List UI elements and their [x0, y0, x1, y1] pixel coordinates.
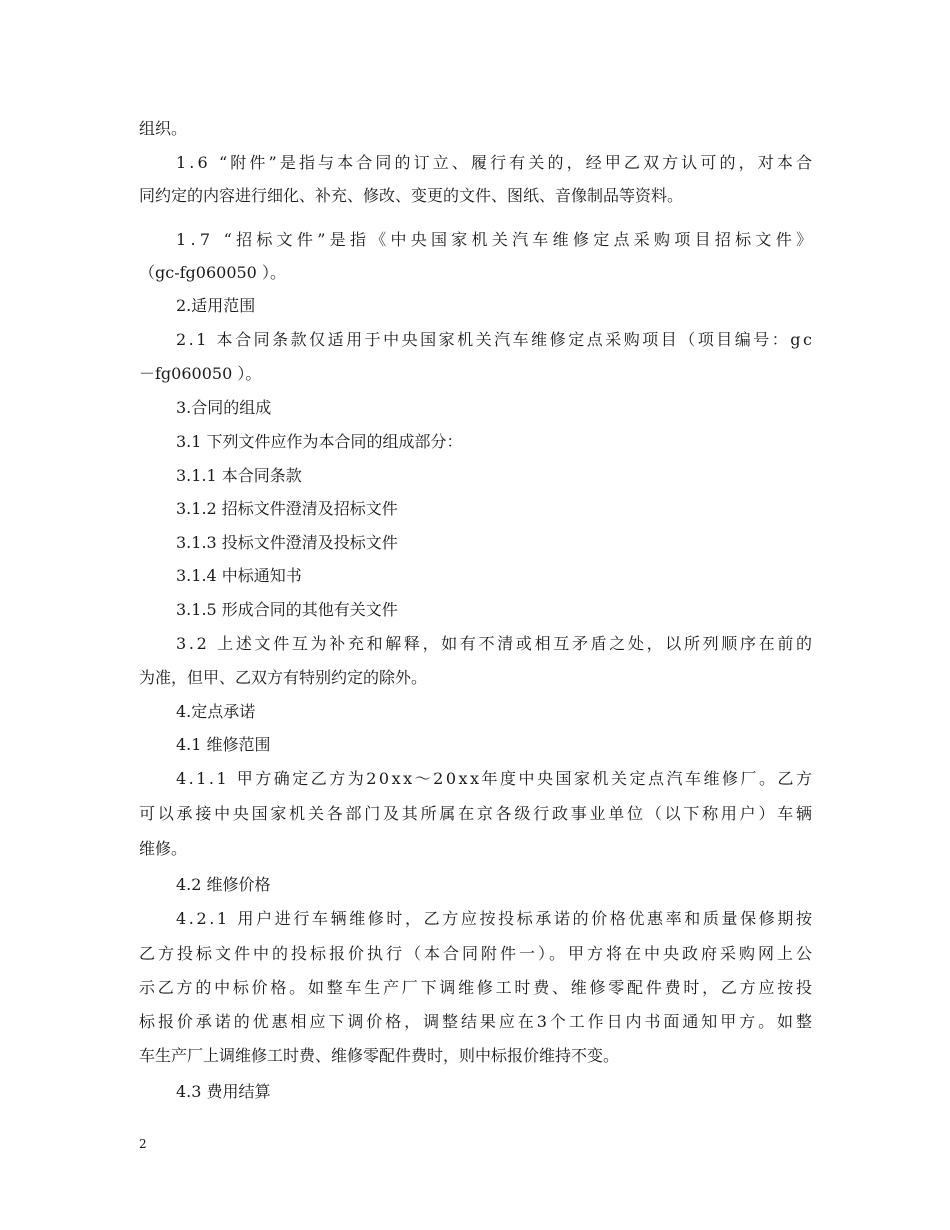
section-heading: 3.合同的组成 [176, 398, 272, 417]
text-line: 标报价承诺的优惠相应下调价格，调整结果应在3个工作日内书面通知甲方。如整 [139, 1012, 815, 1031]
text-line: 同约定的内容进行细化、补充、修改、变更的文件、图纸、音像制品等资料。 [139, 186, 684, 205]
text-line: 示乙方的中标价格。如整车生产厂下调维修工时费、维修零配件费时，乙方应按投 [139, 978, 815, 997]
text-line: 3.1 下列文件应作为本合同的组成部分： [176, 432, 463, 451]
page-number: 2 [139, 1137, 147, 1151]
text-line: 为准，但甲、乙双方有特别约定的除外。 [139, 668, 428, 687]
list-item: 3.1.4 中标通知书 [176, 566, 302, 585]
text-line: 3.2 上述文件互为补充和解释，如有不清或相互矛盾之处，以所列顺序在前的 [176, 634, 815, 653]
text-line: 4.1.1 甲方确定乙方为20xx～20xx年度中央国家机关定点汽车维修厂。乙方 [176, 769, 815, 788]
section-heading: 2.适用范围 [176, 296, 256, 315]
text-line: 车生产厂上调维修工时费、维修零配件费时，则中标报价维持不变。 [139, 1046, 620, 1065]
text-line: 乙方投标文件中的投标报价执行（本合同附件一）。甲方将在中央政府采购网上公 [139, 944, 815, 963]
list-item: 3.1.5 形成合同的其他有关文件 [176, 600, 398, 619]
list-item: 3.1.1 本合同条款 [176, 466, 302, 485]
subsection-heading: 4.2 维修价格 [176, 875, 271, 894]
text-line: 1.6 “附件”是指与本合同的订立、履行有关的，经甲乙双方认可的，对本合 [176, 153, 816, 172]
text-line: 2.1 本合同条款仅适用于中央国家机关汽车维修定点采购项目（项目编号：gc [176, 330, 815, 349]
section-heading: 4.定点承诺 [176, 702, 256, 721]
text-line: 可以承接中央国家机关各部门及其所属在京各级行政事业单位（以下称用户）车辆 [139, 804, 815, 823]
subsection-heading: 4.1 维修范围 [176, 735, 271, 754]
text-line: 维修。 [139, 839, 188, 858]
text-line: 组织。 [139, 119, 188, 138]
subsection-heading: 4.3 费用结算 [176, 1082, 271, 1101]
text-line: －fg060050 ）。 [139, 364, 262, 383]
text-line: （gc-fg060050 ）。 [139, 263, 286, 282]
list-item: 3.1.2 招标文件澄清及招标文件 [176, 499, 398, 518]
text-line: 1.7 “招标文件”是指《中央国家机关汽车维修定点采购项目招标文件》 [176, 230, 817, 249]
text-line: 4.2.1 用户进行车辆维修时，乙方应按投标承诺的价格优惠率和质量保修期按 [176, 909, 815, 928]
list-item: 3.1.3 投标文件澄清及投标文件 [176, 533, 398, 552]
